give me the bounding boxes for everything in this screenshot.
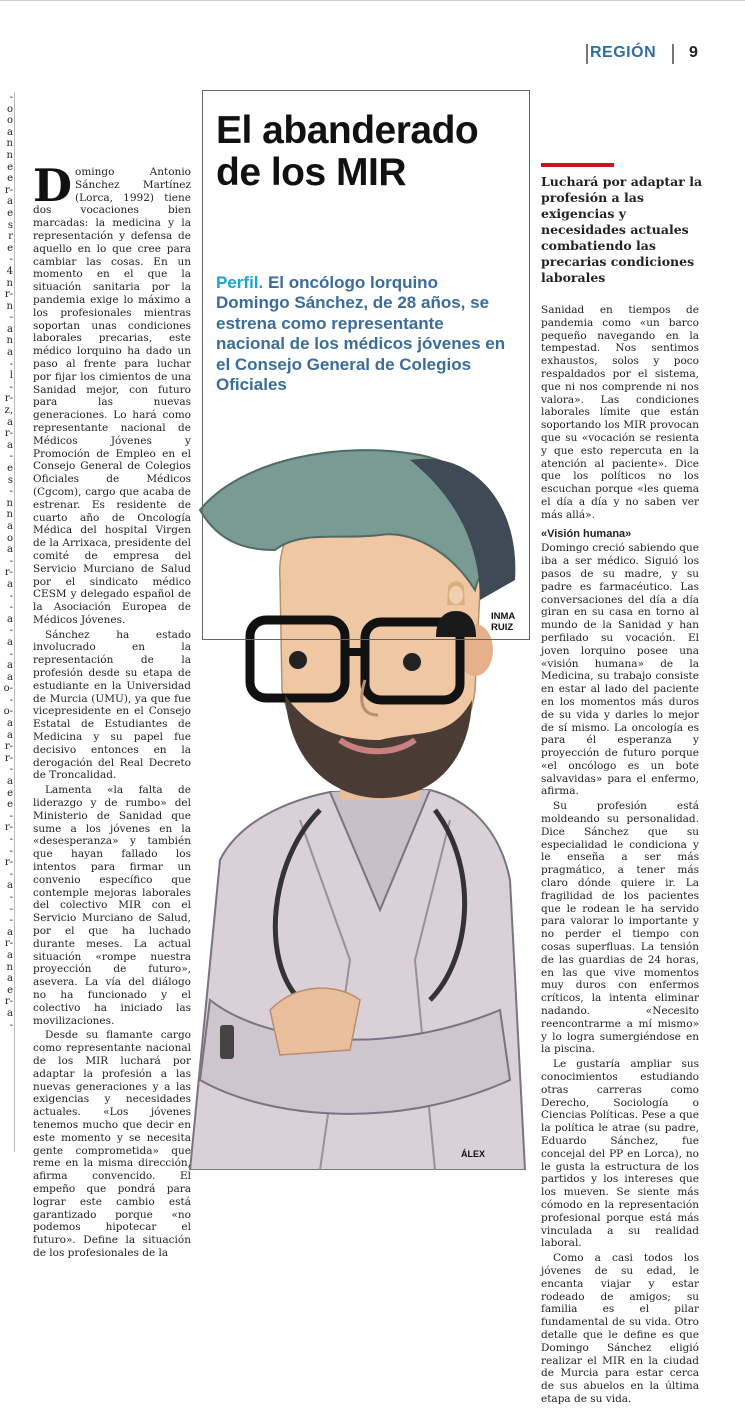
lead-kicker: Perfil.	[216, 273, 264, 292]
clipped-line: a	[7, 347, 13, 359]
clipped-line: a	[7, 439, 13, 451]
article-subhead: «Visión humana»	[541, 527, 632, 540]
clipped-line: n	[6, 509, 13, 521]
article-column-1	[33, 159, 191, 1262]
clipped-line: -	[9, 891, 13, 903]
clipped-line: -	[9, 648, 13, 660]
article-paragraph: Desde su flamante cargo como representante nacional de los MIR luchará por adaptar la profesión a las nuevas generaciones y a las exigencias y necesidades actuales. «Los jóvenes tenemos mucho que decir en este momento y se necesita gente comprometida» que reme en la misma dirección, afirma convencido. El empeño que pondrá para lograr este cambio está garantizado porque «no podemos hipotecar el futuro». Define la situación de los profesionales de la	[33, 1029, 191, 1259]
clipped-line: s	[7, 219, 13, 231]
clipped-line: r-	[4, 857, 13, 869]
clipped-line: a	[7, 416, 13, 428]
article-paragraph: Como a casi todos los jóvenes de su edad, le encanta viajar y estar rodeado de amigos; su familia es el pilar fundamental de su vida. Otro detalle que le define es que Domingo Sánchez eligió realizar el MIR en la ciudad de Murcia para estar cerca de sus abuelos en la última etapa de su vida.	[541, 1252, 699, 1405]
clipped-line: e	[7, 463, 13, 474]
clipped-line: a	[7, 880, 13, 892]
clipped-line: e	[7, 799, 13, 811]
article-paragraph: Sanidad en tiempos de pandemia como «un barco pequeño navegando en la tempestad. Nos sentimos exhaustos, solos y poco respaldados por el sistema, que ni nos comprende ni nos valora». Las condiciones laborales límite que están soportando los MIR provocan que su «vocación se resienta y que esto repercuta en la atención al paciente». Dice que los políticos no los escuchan porque «les quema el día a día y no saben ver más allá».	[541, 304, 699, 521]
clipped-line: a	[7, 949, 13, 961]
clipped-line: n	[6, 961, 13, 973]
clipped-line: o	[6, 103, 13, 115]
clipped-line: a	[7, 718, 13, 730]
clipped-line: e	[7, 984, 13, 996]
clipped-line: a	[7, 776, 13, 788]
clipped-line: -	[9, 381, 13, 393]
clipped-line: -	[9, 834, 13, 845]
clipped-line: -	[9, 903, 13, 915]
clipped-line: -	[9, 810, 13, 822]
article-paragraph: Su profesión está moldeando su personalidad. Dice Sánchez que su especialidad le condiciona y le enseña a ser más pragmático, a tener más claro dónde quiere ir. La fragilidad de los pacientes que le rodean le ha servido para valorar lo importante y no perder el tiempo con cosas superfluas. La tensión de las guardias de 24 horas, en las que vive momentos muy duros con enfermos críticos, la intenta eliminar nadando. «Necesito reencontrarme a mí mismo» y lo logra sumergiéndose en la piscina.	[541, 800, 699, 1056]
clipped-line: e	[7, 242, 13, 254]
clipped-line: n	[6, 335, 13, 347]
clipped-line: n	[6, 300, 13, 312]
clipped-line: 4	[6, 265, 13, 277]
section-label: REGIÓN	[590, 44, 657, 61]
article-paragraph: Domingo creció sabiendo que iba a ser médico. Siguió los pasos de su madre, y su padre es farmacéutico. Las conversaciones del día a día giran en su casa en torno al mundo de la Sanidad y han perfilado su vocación. El joven lorquino posee una «visión humana» de la Medicina, su trabajo consiste en estar al lado del paciente en los momentos más duros de su vida y darles lo mejor de sí mismo. La oncología es para él esperanza y proyección de futuro porque «el oncólogo es un bote salvavidas» para el enfermo, afirma.	[541, 542, 699, 798]
lead-paragraph	[216, 273, 516, 395]
clipped-line: r-	[4, 289, 13, 301]
clipped-line: o	[6, 532, 13, 544]
clipped-line: -	[9, 868, 13, 880]
clipped-line: -	[9, 254, 13, 266]
author-name	[491, 611, 515, 633]
clipped-line: r-	[4, 567, 13, 579]
clipped-line: a	[7, 1007, 13, 1019]
pull-quote: Luchará por adaptar la profesión a las exigencias y necesidades actuales combatiendo las precarias condiciones laborales	[541, 174, 703, 285]
clipped-line: a	[7, 729, 13, 741]
clipped-line: a	[7, 196, 13, 208]
clipped-line: a	[7, 671, 13, 683]
clipped-line: r-	[4, 752, 13, 764]
lead-text: El oncólogo lorquino Domingo Sánchez, de 28 años, se estrena como representante nacional de los médicos jóvenes en el Consejo General de Colegios Oficiales	[216, 273, 506, 395]
section-divider-left	[586, 44, 588, 64]
clipped-line: a	[7, 613, 13, 625]
clipped-line: e	[7, 161, 13, 173]
section-divider-right	[672, 44, 674, 64]
article-paragraph: Lamenta «la falta de liderazgo y de rumbo» del Ministerio de Sanidad que sume a los jóvenes en la «desesperanza» y también que hayan fallado los intentos para firmar un convenio específico que contemple mejoras laborales del colectivo MIR con el Servicio Murciano de Salud, por el que ha luchado durante meses. La actual situación «rompe nuestra proyección de futuro», asevera. La vía del diálogo no ha funcionado y el colectivo ha iniciado las movilizaciones.	[33, 784, 191, 1027]
clipped-line: o-	[3, 683, 13, 695]
clipped-line: r-	[4, 184, 13, 196]
clipped-line: l	[9, 370, 13, 382]
clipped-line: -	[9, 590, 13, 602]
clipped-line: a	[7, 973, 13, 985]
clipped-adjacent-column	[0, 92, 15, 1152]
author-name-first: INMA	[491, 611, 516, 622]
clipped-line: -	[9, 92, 13, 103]
clipped-line: -	[9, 764, 13, 776]
clipped-line: -	[9, 312, 13, 324]
clipped-line: -	[9, 451, 13, 463]
clipped-line: -	[9, 625, 13, 637]
clipped-line: a	[7, 126, 13, 138]
author-photo	[432, 575, 480, 637]
clipped-line: a	[7, 636, 13, 648]
author-name-last: RUIZ	[491, 622, 514, 633]
clipped-line: a	[7, 520, 13, 532]
clipped-line: r-	[4, 996, 13, 1008]
clipped-line: a	[7, 578, 13, 590]
drop-cap: D	[33, 159, 73, 212]
top-rule	[0, 0, 745, 1]
clipped-line: o	[6, 115, 13, 127]
clipped-line: -	[9, 845, 13, 857]
clipped-line: a	[7, 323, 13, 335]
clipped-line: o-	[3, 706, 13, 718]
clipped-line: e	[7, 207, 13, 219]
clipped-line: -	[9, 694, 13, 706]
clipped-line: r	[8, 231, 13, 243]
clipped-line: n	[6, 138, 13, 150]
clipped-line: a	[7, 926, 13, 938]
article-paragraph: Sánchez ha estado involucrado en la representación de la profesión desde su etapa de estudiante en la Universidad de Murcia (UMU), ya que fue vicepresidente en el Consejo Estatal de Estudiantes de Medicina y su papel fue decisivo entonces en la derogación del Real Decreto de Troncalidad.	[33, 628, 191, 782]
article-column-3	[541, 304, 699, 1408]
clipped-line: -	[9, 358, 13, 370]
article-paragraph: Domingo Antonio Sánchez Martínez (Lorca, 1992) tiene dos vocaciones bien marcadas: la medicina y la representación y defensa de aquello en lo que cree para cambiar las cosas. En un momento en el que la situación sanitaria por la pandemia exige lo máximo a los profesionales mientras soportan unas condiciones laborales precarias, este médico lorquino ha dado un paso al frente para luchar por fijar los cimientos de una Sanidad mejor, con futuro para las nuevas generaciones. Lo hará como representante nacional de Médicos Jóvenes y Promoción de Empleo en el Consejo General de Colegios Oficiales de Médicos (Cgcom), cargo que acaba de estrenar. Es residente de cuarto año de Oncología Médica del hospital Virgen de la Arrixaca, presidente del comité de empresa del Servicio Murciano de Salud por el sindicato médico CESM y delegado español de la Asociación Europea de Médicos Jóvenes.	[33, 159, 191, 626]
clipped-line: n	[6, 277, 13, 289]
clipped-line: s	[7, 474, 13, 486]
pull-quote-accent	[541, 163, 614, 167]
illustration-credit: ÁLEX	[461, 1149, 486, 1159]
page-number: 9	[689, 44, 698, 61]
clipped-line: -	[9, 555, 13, 567]
clipped-line: a	[7, 660, 13, 672]
clipped-line: -	[9, 1019, 13, 1031]
clipped-line: -	[9, 602, 13, 614]
clipped-line: a	[7, 544, 13, 556]
clipped-line: e	[7, 173, 13, 185]
clipped-line: -	[9, 486, 13, 498]
clipped-line: r-	[4, 393, 13, 405]
clipped-line: -	[9, 915, 13, 927]
headline: El abanderado de los MIR	[216, 109, 479, 194]
clipped-line: r-	[4, 938, 13, 950]
clipped-line: z,	[4, 405, 13, 417]
clipped-line: r-	[4, 428, 13, 440]
clipped-line: e	[7, 787, 13, 799]
clipped-line: r-	[4, 822, 13, 834]
clipped-line: n	[6, 149, 13, 161]
clipped-line: n	[6, 497, 13, 509]
article-paragraph: Le gustaría ampliar sus conocimientos estudiando otras carreras como Derecho, Sociología o Ciencias Políticas. Pese a que la política le atrae (su padre, Eduardo Sánchez, fue concejal del PP en Lorca), no le gusta la estructura de los partidos y los intereses que los mueven. Se siente más cómodo en la representación profesional porque está más vinculada a su realidad laboral.	[541, 1058, 699, 1250]
clipped-line: r-	[4, 741, 13, 753]
